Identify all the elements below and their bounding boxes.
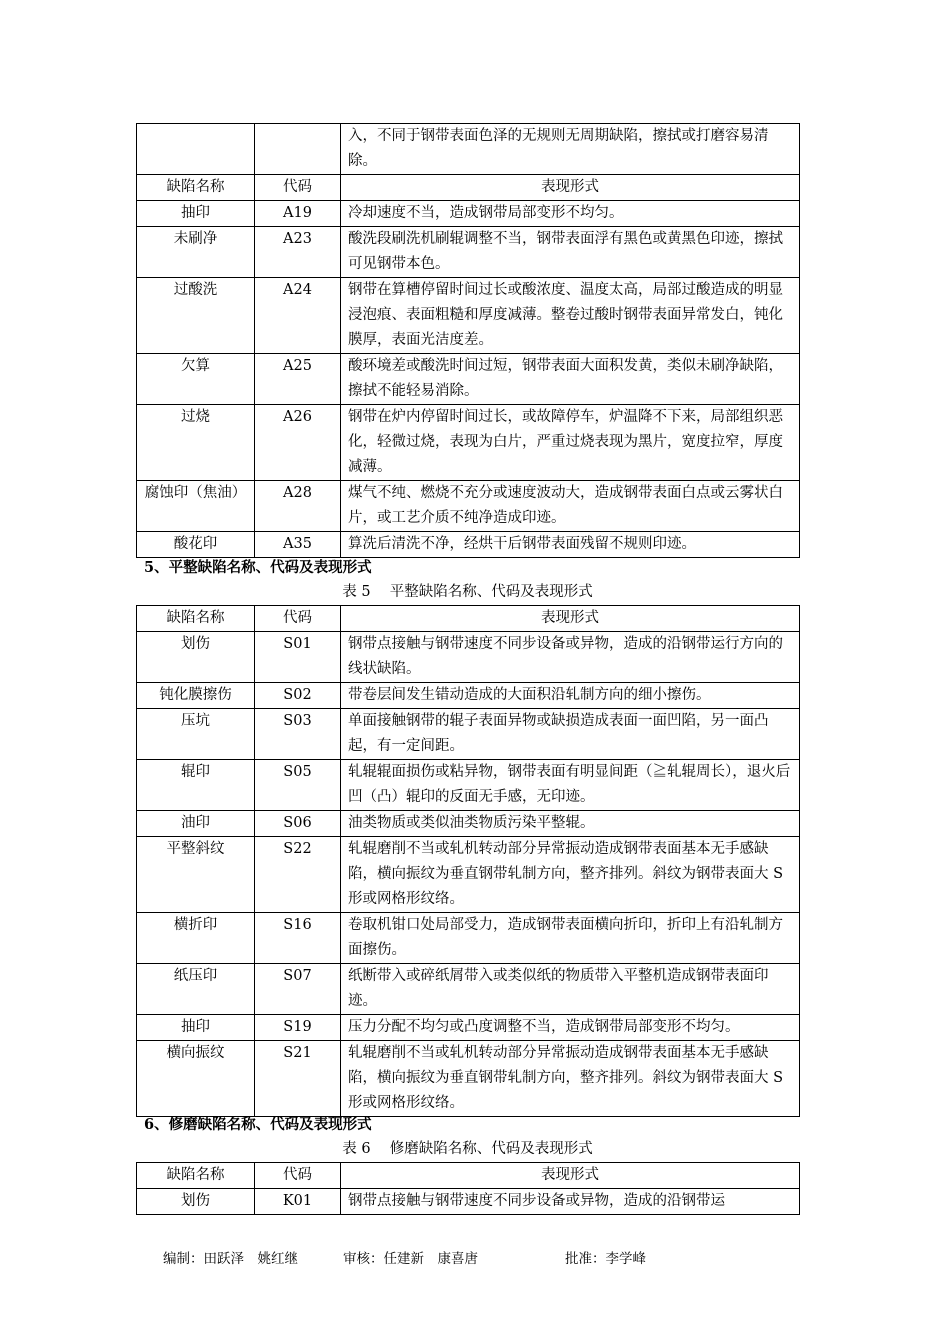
table-row (137, 683, 800, 709)
header-description: 表现形式 (341, 175, 800, 201)
header-description: 表现形式 (341, 1163, 800, 1189)
defect-code: S03 (255, 709, 341, 760)
defect-code: S06 (255, 811, 341, 837)
table-row (137, 709, 800, 760)
defect-name: 划伤 (137, 1189, 255, 1215)
table-header-row (137, 175, 800, 201)
defect-code: S19 (255, 1015, 341, 1041)
defect-code: A28 (255, 481, 341, 532)
footer-editor: 编制：田跃泽 姚红继 (163, 1251, 298, 1267)
table-row (137, 837, 800, 913)
defect-code: K01 (255, 1189, 341, 1215)
table-6 (136, 1162, 800, 1215)
defect-code: S21 (255, 1041, 341, 1117)
defect-name: 腐蚀印（焦油） (137, 481, 255, 532)
defect-description: 算洗后清洗不净，经烘干后钢带表面残留不规则印迹。 (341, 532, 800, 558)
defect-name: 横折印 (137, 913, 255, 964)
defect-name: 压坑 (137, 709, 255, 760)
header-name: 缺陷名称 (137, 1163, 255, 1189)
defect-name: 钝化膜擦伤 (137, 683, 255, 709)
defect-description: 压力分配不均匀或凸度调整不当，造成钢带局部变形不均匀。 (341, 1015, 800, 1041)
header-name: 缺陷名称 (137, 175, 255, 201)
section-6-heading: 6、修磨缺陷名称、代码及表现形式 (144, 1116, 372, 1133)
defect-name: 抽印 (137, 201, 255, 227)
defect-name: 纸压印 (137, 964, 255, 1015)
header-code: 代码 (255, 1163, 341, 1189)
defect-description: 钢带点接触与钢带速度不同步设备或异物，造成的沿钢带运行方向的线状缺陷。 (341, 632, 800, 683)
table-row (137, 1041, 800, 1117)
defect-description: 钢带在炉内停留时间过长，或故障停车，炉温降不下来，局部组织恶化，轻微过烧，表现为白片，严重过烧表现为黑片，宽度拉窄，厚度减薄。 (341, 405, 800, 481)
defect-code: A35 (255, 532, 341, 558)
header-code: 代码 (255, 175, 341, 201)
defect-code: S01 (255, 632, 341, 683)
defect-name: 辊印 (137, 760, 255, 811)
defect-code: S02 (255, 683, 341, 709)
table-row (137, 964, 800, 1015)
continued-description: 入，不同于钢带表面色泽的无规则无周期缺陷，擦拭或打磨容易清除。 (341, 124, 800, 175)
defect-name: 划伤 (137, 632, 255, 683)
defect-description: 轧辊磨削不当或轧机转动部分异常振动造成钢带表面基本无手感缺陷，横向振纹为垂直钢带轧制方向，整齐排列。斜纹为钢带表面大 S 形或网格形纹络。 (341, 1041, 800, 1117)
defect-code: A26 (255, 405, 341, 481)
defect-name: 欠算 (137, 354, 255, 405)
defect-description: 带卷层间发生错动造成的大面积沿轧制方向的细小擦伤。 (341, 683, 800, 709)
defect-name: 油印 (137, 811, 255, 837)
defect-code: S22 (255, 837, 341, 913)
defect-description: 钢带在算槽停留时间过长或酸浓度、温度太高，局部过酸造成的明显浸泡痕、表面粗糙和厚度减薄。整卷过酸时钢带表面异常发白，钝化膜厚，表面光洁度差。 (341, 278, 800, 354)
table-row (137, 481, 800, 532)
defect-name: 平整斜纹 (137, 837, 255, 913)
defect-code: S05 (255, 760, 341, 811)
defect-description: 钢带点接触与钢带速度不同步设备或异物，造成的沿钢带运 (341, 1189, 800, 1215)
defect-description: 酸环境差或酸洗时间过短，钢带表面大面积发黄，类似未刷净缺陷，擦拭不能轻易消除。 (341, 354, 800, 405)
defect-description: 酸洗段刷洗机刷辊调整不当，钢带表面浮有黑色或黄黑色印迹，擦拭可见钢带本色。 (341, 227, 800, 278)
table-row (137, 1189, 800, 1215)
defect-description: 煤气不纯、燃烧不充分或速度波动大，造成钢带表面白点或云雾状白片，或工艺介质不纯净造成印迹。 (341, 481, 800, 532)
defect-code: A24 (255, 278, 341, 354)
defect-name: 过酸洗 (137, 278, 255, 354)
defect-name: 抽印 (137, 1015, 255, 1041)
table-4-continued (136, 123, 800, 558)
table-header-row (137, 1163, 800, 1189)
defect-description: 油类物质或类似油类物质污染平整辊。 (341, 811, 800, 837)
defect-name: 未刷净 (137, 227, 255, 278)
table-row (137, 278, 800, 354)
defect-description: 冷却速度不当，造成钢带局部变形不均匀。 (341, 201, 800, 227)
table-row (137, 913, 800, 964)
defect-description: 卷取机钳口处局部受力，造成钢带表面横向折印，折印上有沿轧制方面擦伤。 (341, 913, 800, 964)
table-row (137, 227, 800, 278)
table-5-caption: 表 5 平整缺陷名称、代码及表现形式 (342, 584, 593, 600)
footer-approver: 批准：李学峰 (565, 1251, 646, 1267)
defect-description: 轧辊磨削不当或轧机转动部分异常振动造成钢带表面基本无手感缺陷，横向振纹为垂直钢带轧制方向，整齐排列。斜纹为钢带表面大 S 形或网格形纹络。 (341, 837, 800, 913)
defect-code: S16 (255, 913, 341, 964)
table-6-caption: 表 6 修磨缺陷名称、代码及表现形式 (342, 1141, 593, 1157)
table-row (137, 811, 800, 837)
header-code: 代码 (255, 606, 341, 632)
table-row (137, 405, 800, 481)
table-row (137, 354, 800, 405)
defect-description: 单面接触钢带的辊子表面异物或缺损造成表面一面凹陷，另一面凸起，有一定间距。 (341, 709, 800, 760)
table-row (137, 201, 800, 227)
defect-name: 横向振纹 (137, 1041, 255, 1117)
footer-reviewer: 审核：任建新 康喜唐 (343, 1251, 478, 1267)
defect-code: A23 (255, 227, 341, 278)
section-5-heading: 5、平整缺陷名称、代码及表现形式 (144, 559, 372, 576)
defect-code: S07 (255, 964, 341, 1015)
header-description: 表现形式 (341, 606, 800, 632)
defect-name: 过烧 (137, 405, 255, 481)
table-row (137, 632, 800, 683)
table-row (137, 124, 800, 175)
table-header-row (137, 606, 800, 632)
defect-name: 酸花印 (137, 532, 255, 558)
table-row (137, 1015, 800, 1041)
table-row (137, 760, 800, 811)
defect-code: A25 (255, 354, 341, 405)
table-5 (136, 605, 800, 1117)
defect-description: 轧辊辊面损伤或粘异物，钢带表面有明显间距（≧轧辊周长），退火后凹（凸）辊印的反面无手感，无印迹。 (341, 760, 800, 811)
table-row (137, 532, 800, 558)
defect-code: A19 (255, 201, 341, 227)
defect-description: 纸断带入或碎纸屑带入或类似纸的物质带入平整机造成钢带表面印迹。 (341, 964, 800, 1015)
header-name: 缺陷名称 (137, 606, 255, 632)
